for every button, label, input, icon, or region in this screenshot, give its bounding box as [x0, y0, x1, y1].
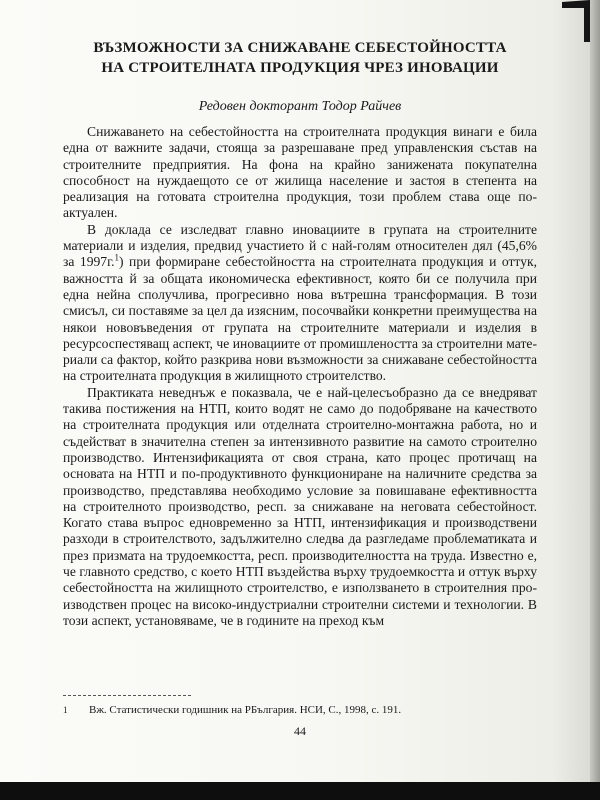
paragraph-2-text-start: В доклада се изследват главно иновациите в групата на строителните материали и изделия, предвид участието й с най-голям относителен дял (45,6% за 1997г. — [63, 221, 537, 270]
corner-mark — [562, 0, 590, 42]
scan-bottom-edge — [0, 782, 600, 800]
paragraph-2 — [63, 222, 537, 385]
footnote-text: Вж. Статистически годишник на РБългария. НСИ, С., 1998, с. 191. — [89, 704, 402, 716]
footnote-reference[interactable]: 1 — [114, 252, 120, 263]
article-body — [63, 124, 537, 629]
paragraph-3 — [63, 385, 537, 629]
article-author: Редовен докторант Тодор Райчев — [198, 99, 402, 114]
footnote-mark: 1 — [63, 705, 68, 715]
page-number: 44 — [294, 724, 306, 738]
paragraph-2-text-end: ) при формиране себестойността на строителната продукция и оттук, важността й за общата икономическа ефективност, която би се получила при една нейна сполучлива, прогресивно нова вътрешна трансформация. В този смисъл, си поставяме за цел да изясним, посочвайки конкретни преимущества на някои нововъведения от групата на строителните материали и изделия в ресурсоспестяващ аспект, че иновациите от промишлеността за строителни материали са фактор, който разкрива нови възможности за снижаване себестойността на строителната продукция в жилищното строителство. — [63, 254, 537, 384]
article-title: ВЪЗМОЖНОСТИ ЗА СНИЖАВАНЕ СЕБЕСТОЙНОСТТА НА СТРОИТЕЛНАТА ПРОДУКЦИЯ ЧРЕЗ ИНОВАЦИИ — [93, 40, 507, 76]
footnote — [63, 703, 537, 717]
paragraph-1 — [63, 124, 537, 222]
page-binding-edge — [590, 0, 600, 800]
footnote-divider — [63, 695, 191, 696]
paragraph-1-text: Снижаването на себестойността на строителната продукция винаги е била една от важните задачи, стояща за разрешаване пред управленския състав на строителните предприятия. На фона на крайно занижената покупателна способност на нуждаещото се от жилища население и застоя в степента на реализация на готовата строителна продукция, този проблем става още по-актуален. — [63, 124, 537, 221]
paragraph-3-text: Практиката неведнъж е показвала, че е най-целесъобразно да се внедряват такива постижения на НТП, които водят не само до подобряване на качеството на строителната продукция или отделната строително-монтажна работа, но и съдействат в значителна степен за интензивното развитие на самото строително производство. Интензификацията от своя страна, като процес протичащ на основата на НТП и по-продуктивното функциониране на наличните средства за производство, представлява необходимо условие за повишаване ефективността на строителното производство, респ. за снижаване на неговата себестойност. Когато става въпрос едновременно за НТП, интензификация и производствени разходи в строителството, задължително следва да разгледаме проблематиката и през призмата на трудоемкостта, респ. производителността на труда. Известно е, че главното средство, с което НТП въздейства върху трудоемкостта и оттук върху себестойността на жилищното строителство, е използването в строителния производствен процес на високо-индустриални строителни системи и технологии. В този аспект, установяваме, че в годините на преход към — [63, 384, 537, 628]
